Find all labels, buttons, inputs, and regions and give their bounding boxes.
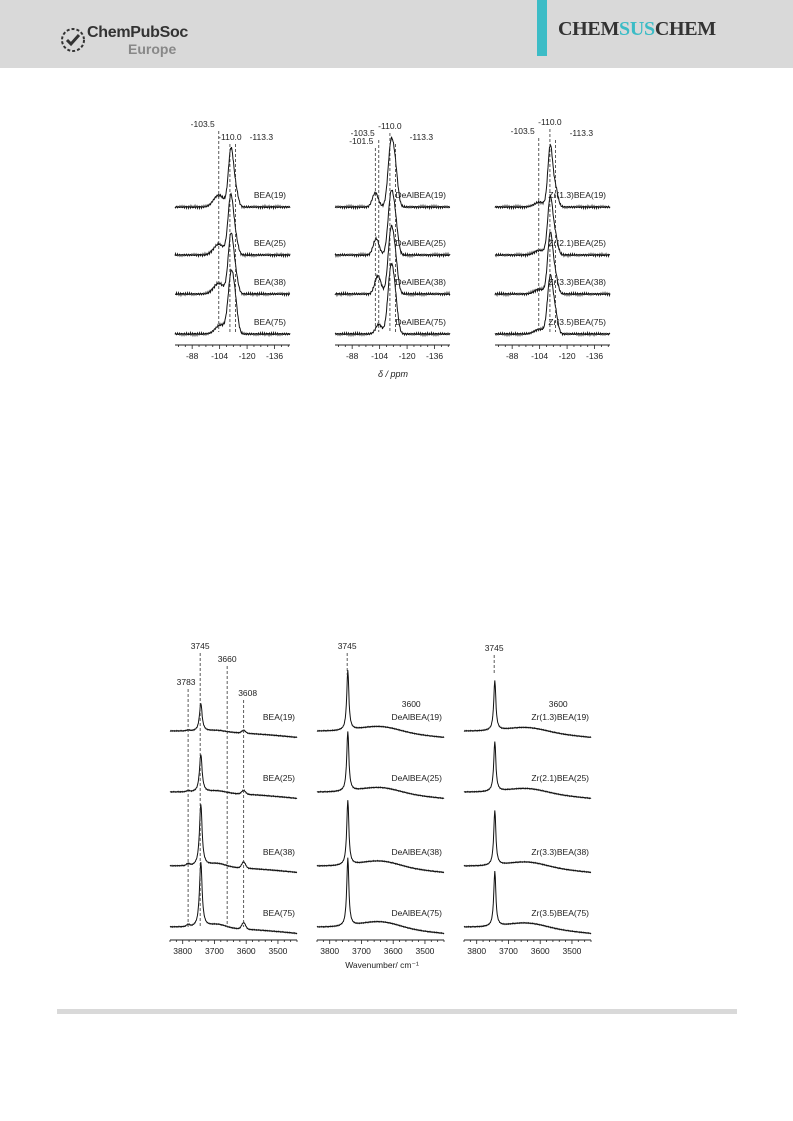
ir-tick-label: 3700 — [351, 946, 371, 956]
nmr-tick-label: -136 — [426, 351, 444, 361]
ir-tick-label: 3700 — [204, 946, 224, 956]
nmr-tick-label: -120 — [558, 351, 576, 361]
ir-spectrum-ZrBEA-3 — [464, 810, 591, 872]
nmr-peak-label: -110.0 — [218, 132, 242, 142]
nmr-tick-label: -136 — [266, 351, 284, 361]
ir-spectrum-DeAlBEA-2 — [317, 731, 444, 798]
ir-tick-label: 3500 — [562, 946, 582, 956]
nmr-tick-label: -104 — [531, 351, 549, 361]
ir-series-label: BEA(75) — [262, 908, 295, 918]
nmr-tick-label: -104 — [211, 351, 229, 361]
nmr-tick-label: -88 — [506, 351, 519, 361]
nmr-peak-label: -103.5 — [190, 119, 215, 129]
ir-x-axis-title: Wavenumber/ cm⁻¹ — [345, 960, 419, 970]
ir-peak-label: 3745 — [337, 641, 357, 651]
header-accent-bar — [537, 0, 547, 56]
nmr-tick-label: -104 — [371, 351, 389, 361]
ir-series-label: Zr(3.3)BEA(38) — [531, 847, 589, 857]
nmr-series-label: DeAlBEA(25) — [395, 238, 446, 248]
journal-title-part-1: CHEM — [558, 18, 620, 40]
ir-series-label: DeAlBEA(38) — [391, 847, 442, 857]
nmr-tick-label: -88 — [346, 351, 359, 361]
journal-title — [558, 18, 716, 41]
publisher-name: ChemPubSoc — [87, 24, 189, 41]
nmr-peak-label: -103.5 — [350, 128, 375, 138]
nmr-tick-label: -136 — [586, 351, 604, 361]
ir-peak-label: 3745 — [484, 643, 504, 653]
ir-tick-label: 3600 — [530, 946, 550, 956]
ir-tick-label: 3700 — [498, 946, 518, 956]
journal-title-part-2: SUS — [619, 18, 655, 40]
journal-title-part-3: CHEM — [654, 18, 716, 40]
nmr-peak-label: -113.3 — [569, 128, 594, 138]
nmr-figure — [0, 82, 793, 382]
nmr-series-label: DeAlBEA(19) — [395, 190, 446, 200]
ir-peak-label: 3600 — [548, 699, 568, 709]
ir-tick-label: 3600 — [383, 946, 403, 956]
nmr-peak-label: -110.0 — [378, 121, 402, 131]
footer-rule — [57, 1009, 737, 1014]
nmr-series-label: DeAlBEA(75) — [395, 317, 446, 327]
ir-series-label: BEA(25) — [262, 773, 295, 783]
nmr-tick-label: -120 — [238, 351, 256, 361]
ir-spectrum-BEA-4 — [170, 862, 297, 934]
nmr-tick-label: -88 — [186, 351, 199, 361]
nmr-peak-label: -101.5 — [349, 136, 374, 146]
nmr-peak-label: -110.0 — [538, 117, 562, 127]
ir-series-label: BEA(19) — [262, 712, 295, 722]
ir-peak-label: 3600 — [401, 699, 421, 709]
nmr-peak-label: -103.5 — [510, 126, 535, 136]
chempubsoc-logo-icon — [60, 27, 86, 53]
page-header — [0, 0, 793, 68]
ir-spectrum-BEA-3 — [170, 804, 297, 872]
ir-figure — [0, 635, 793, 975]
ir-series-label: DeAlBEA(25) — [391, 773, 442, 783]
nmr-peak-label: -113.3 — [409, 132, 434, 142]
nmr-tick-label: -120 — [398, 351, 416, 361]
ir-peak-label: 3783 — [176, 677, 196, 687]
ir-spectrum-DeAlBEA-3 — [317, 800, 444, 872]
ir-spectrum-ZrBEA-4 — [464, 871, 591, 934]
publisher-region: Europe — [128, 41, 177, 57]
nmr-peak-label: -113.3 — [249, 132, 274, 142]
ir-peak-label: 3608 — [238, 688, 258, 698]
ir-series-label: Zr(2.1)BEA(25) — [531, 773, 589, 783]
ir-tick-label: 3800 — [467, 946, 487, 956]
ir-tick-label: 3800 — [320, 946, 340, 956]
ir-peak-label: 3745 — [190, 641, 210, 651]
ir-spectrum-DeAlBEA-1 — [317, 670, 444, 738]
ir-spectrum-ZrBEA-2 — [464, 742, 591, 799]
ir-series-label: DeAlBEA(75) — [391, 908, 442, 918]
ir-series-label: DeAlBEA(19) — [391, 712, 442, 722]
nmr-series-label: Zr(3.5)BEA(75) — [548, 317, 606, 327]
nmr-series-label: DeAlBEA(38) — [395, 277, 446, 287]
ir-series-label: Zr(1.3)BEA(19) — [531, 712, 589, 722]
nmr-series-label: BEA(38) — [253, 277, 286, 287]
nmr-series-label: BEA(25) — [253, 238, 286, 248]
nmr-x-axis-title: δ / ppm — [377, 369, 409, 379]
ir-tick-label: 3500 — [268, 946, 288, 956]
ir-tick-label: 3800 — [173, 946, 193, 956]
nmr-series-label: Zr(1.3)BEA(19) — [548, 190, 606, 200]
nmr-series-label: BEA(19) — [253, 190, 286, 200]
ir-peak-label: 3660 — [217, 654, 237, 664]
nmr-series-label: Zr(2.1)BEA(25) — [548, 238, 606, 248]
nmr-series-label: Zr(3.3)BEA(38) — [548, 277, 606, 287]
ir-spectrum-DeAlBEA-4 — [317, 858, 444, 934]
nmr-series-label: BEA(75) — [253, 317, 286, 327]
ir-tick-label: 3600 — [236, 946, 256, 956]
ir-tick-label: 3500 — [415, 946, 435, 956]
ir-series-label: BEA(38) — [262, 847, 295, 857]
ir-series-label: Zr(3.5)BEA(75) — [531, 908, 589, 918]
ir-spectrum-ZrBEA-1 — [464, 680, 591, 737]
